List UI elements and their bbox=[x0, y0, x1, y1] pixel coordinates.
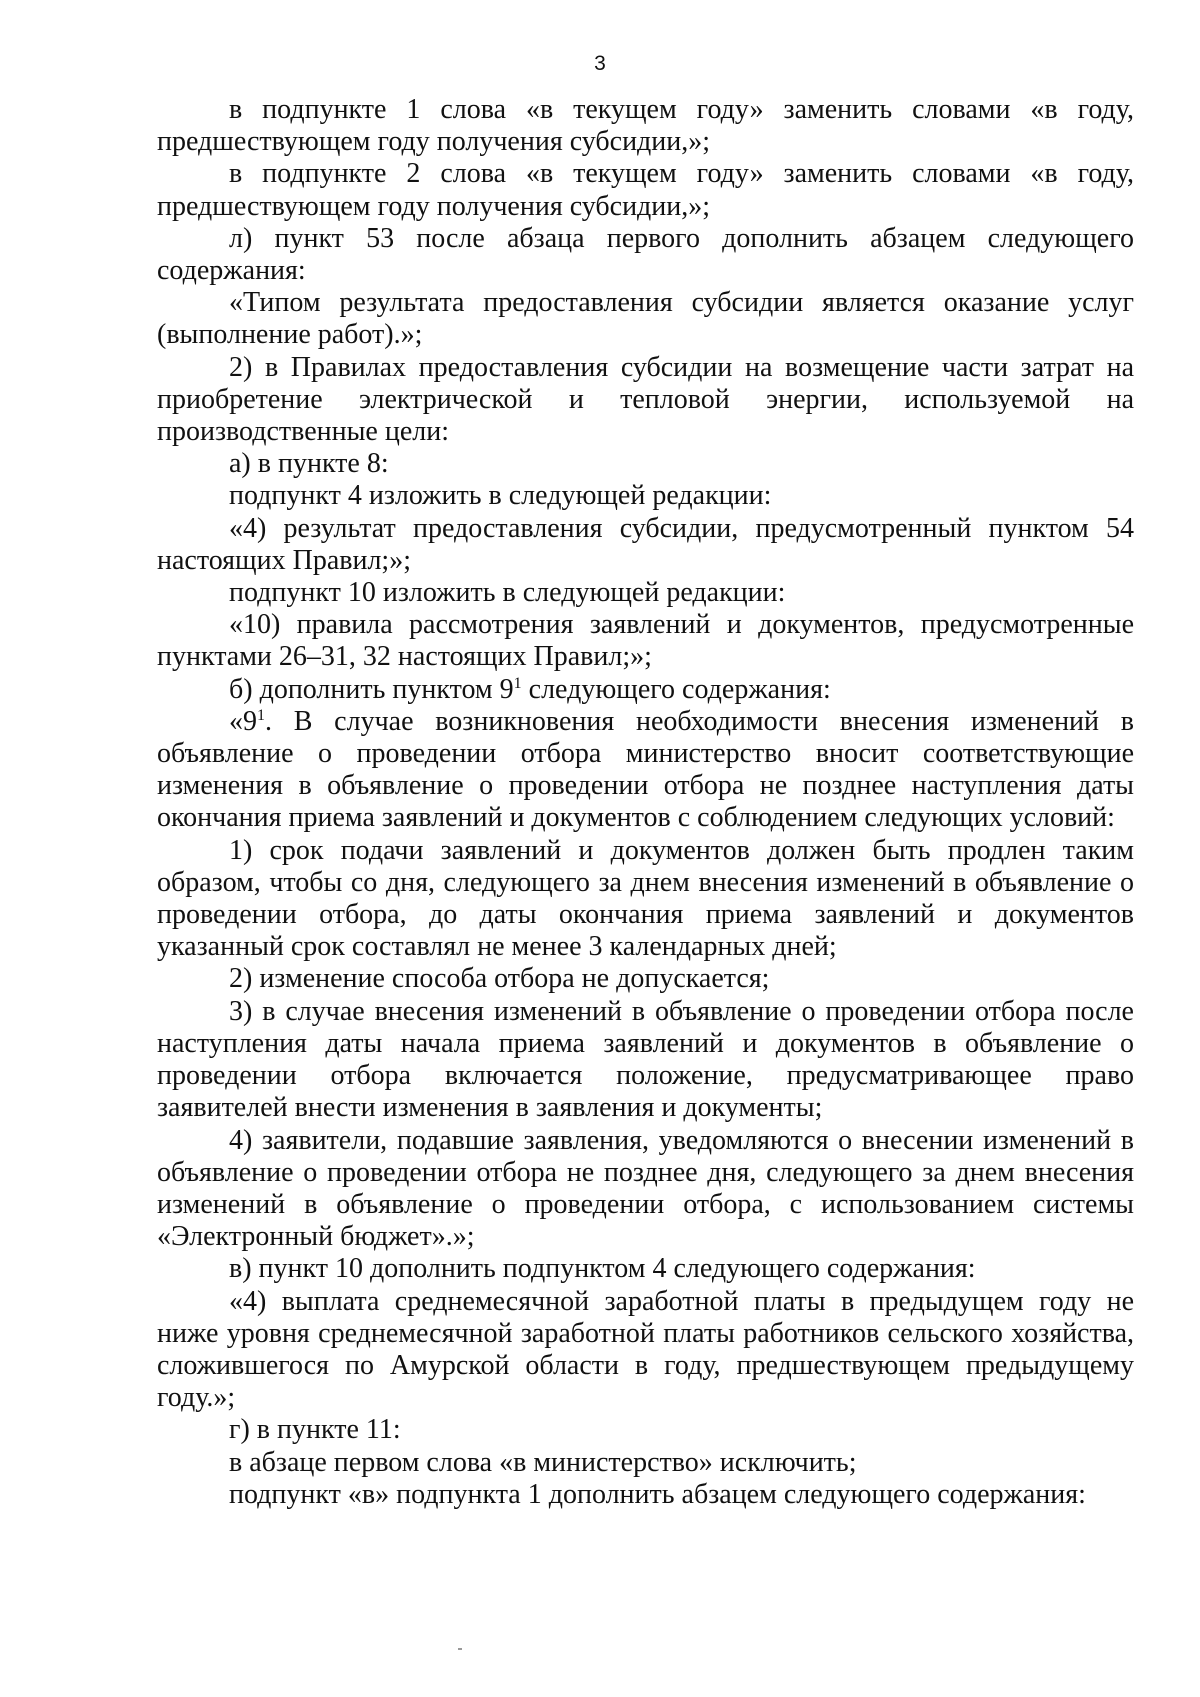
paragraph-text: следующего содержания: bbox=[521, 673, 831, 705]
paragraph: в подпункте 1 слова «в текущем году» заменить словами «в году, предшествующем году получения субсидии,»; bbox=[157, 94, 1134, 158]
paragraph-with-superscript bbox=[157, 706, 1134, 835]
paragraph: подпункт 10 изложить в следующей редакции: bbox=[229, 577, 786, 609]
paragraph-text: б) дополнить пунктом 9 bbox=[229, 673, 514, 705]
paragraph-text: «9 bbox=[229, 705, 257, 737]
superscript: 1 bbox=[257, 706, 265, 724]
paragraph: л) пункт 53 после абзаца первого дополнить абзацем следующего содержания: bbox=[157, 222, 1134, 287]
document-body bbox=[157, 94, 1134, 1511]
paragraph: а) в пункте 8: bbox=[229, 448, 389, 480]
paragraph: 2) изменение способа отбора не допускается; bbox=[229, 963, 770, 995]
paragraph: «10) правила рассмотрения заявлений и документов, предусмотренные пунктами 26–31, 32 настоящих Правил;»; bbox=[157, 609, 1134, 673]
scan-speck bbox=[458, 1648, 462, 1650]
paragraph: подпункт «в» подпункта 1 дополнить абзацем следующего содержания: bbox=[229, 1478, 1086, 1510]
superscript: 1 bbox=[513, 674, 522, 692]
paragraph: в абзаце первом слова «в министерство» исключить; bbox=[229, 1446, 857, 1478]
paragraph: «4) выплата среднемесячной заработной платы в предыдущем году не ниже уровня среднемесячной заработной платы работников сельского хозяйства, сложившегося по Амурской области в году, предшествующем предыдущему году.»; bbox=[157, 1285, 1134, 1414]
paragraph: 3) в случае внесения изменений в объявление о проведении отбора после наступления даты начала приема заявлений и документов в объявление о проведении отбора включается положение, предусматривающее право заявителей внести изменения в заявления и документы; bbox=[157, 995, 1134, 1124]
paragraph: в подпункте 2 слова «в текущем году» заменить словами «в году, предшествующем году получения субсидии,»; bbox=[157, 158, 1134, 222]
paragraph: «Типом результата предоставления субсидии является оказание услуг (выполнение работ).»; bbox=[157, 287, 1134, 351]
paragraph: г) в пункте 11: bbox=[229, 1414, 401, 1446]
paragraph: «4) результат предоставления субсидии, предусмотренный пунктом 54 настоящих Правил;»; bbox=[157, 512, 1134, 576]
paragraph: 1) срок подачи заявлений и документов должен быть продлен таким образом, чтобы со дня, следующего за днем внесения изменений в объявление о проведении отбора, до даты окончания приема заявлений и документов указанный срок составлял не менее 3 календарных дней; bbox=[157, 834, 1134, 963]
paragraph: 2) в Правилах предоставления субсидии на возмещение части затрат на приобретение электрической и тепловой энергии, используемой на производственные цели: bbox=[157, 351, 1134, 448]
paragraph: подпункт 4 изложить в следующей редакции: bbox=[229, 480, 772, 512]
paragraph-with-superscript bbox=[157, 674, 1134, 706]
page-number: 3 bbox=[594, 52, 606, 75]
paragraph: 4) заявители, подавшие заявления, уведомляются о внесении изменений в объявление о проведении отбора не позднее дня, следующего за днем внесения изменений в объявление о проведении отбора, с использованием системы «Электронный бюджет».»; bbox=[157, 1124, 1134, 1253]
paragraph: в) пункт 10 дополнить подпунктом 4 следующего содержания: bbox=[229, 1253, 976, 1285]
paragraph-text: . В случае возникновения необходимости внесения изменений в объявление о проведении отбора министерство вносит соответствующие изменения в объявление о проведении отбора не позднее наступления даты окончания приема заявлений и документов с соблюдением следующих условий: bbox=[157, 705, 1134, 834]
